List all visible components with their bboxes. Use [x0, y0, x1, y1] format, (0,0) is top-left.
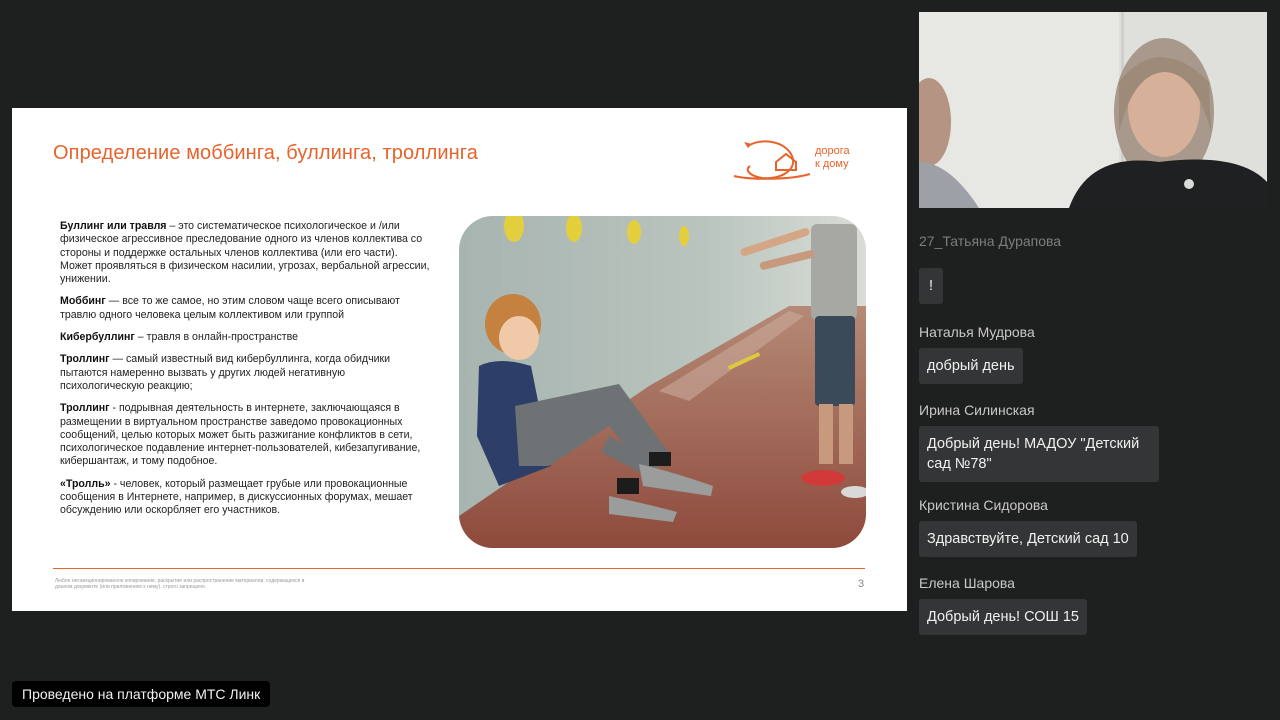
footer-divider — [53, 568, 865, 569]
chat-message: Добрый день! МАДОУ "Детский сад №78" — [919, 426, 1159, 482]
definition-term: Троллинг — [60, 402, 110, 415]
definition-text: – это систематическое психологическое и /или физическое агрессивное преследование одного из членов коллектива со стороны и поддержке остальных членов коллектива (или его части). Может проявляться в физическом насилии, угрозах, вербальной агрессии, унижении. — [60, 220, 430, 286]
presentation-slide — [12, 108, 907, 611]
definition-text: - подрывная деятельность в интернете, заключающаяся в размещении в виртуальном пространстве заведомо провокационных сообщений, целью которых может быть разжигание конфликтов в сети, психологическое подавление интернет-пользователей, кибезапугивание, кибершантаж, и тому подобное. — [60, 402, 421, 468]
definition-paragraph — [60, 478, 430, 518]
chat-message: Добрый день! СОШ 15 — [919, 599, 1087, 635]
definition-paragraph — [60, 331, 430, 344]
slide-body — [60, 220, 430, 527]
definition-term: «Тролль» — [60, 477, 111, 490]
bullying-photo — [459, 216, 866, 548]
definition-term: Моббинг — [60, 295, 106, 308]
definition-text: — все то же самое, но этим словом чаще всего описывают травлю одного человека целым коллективом или группой — [60, 295, 400, 321]
chat-panel — [919, 228, 1269, 635]
chat-author: Ирина Силинская — [919, 402, 1035, 418]
definition-paragraph — [60, 402, 430, 468]
definition-text: - человек, который размещает грубые или провокационные сообщения в Интернете, например, в дискуссионных форумах, мешает обсуждению или оскорбляет его участников. — [60, 477, 413, 517]
definition-paragraph — [60, 295, 430, 322]
chat-author: Елена Шарова — [919, 575, 1015, 591]
definition-paragraph — [60, 220, 430, 286]
chat-message: ! — [919, 268, 943, 304]
logo-text — [815, 145, 850, 171]
definition-text: — самый известный вид кибербуллинга, когда обидчики пытаются намеренно вызвать у других людей негативную психологическую реакцию; — [60, 353, 391, 392]
definition-text: – травля в онлайн-пространстве — [134, 331, 299, 344]
chat-author: 27_Татьяна Дурапова — [919, 233, 1062, 249]
footer-note: Любое несанкционированное копирование, раскрытие или распространение материалов, содержащихся в данном документе (или приложениях к нему), строго запрещено. — [55, 578, 305, 590]
chat-author: Кристина Сидорова — [919, 497, 1048, 513]
definition-term: Кибербуллинг — [60, 331, 135, 344]
speaker-video[interactable] — [919, 12, 1267, 208]
definition-term: Троллинг — [60, 353, 110, 366]
platform-badge[interactable]: Проведено на платформе МТС Линк — [12, 681, 270, 707]
definition-term: Буллинг или травля — [60, 220, 167, 232]
chat-message: Здравствуйте, Детский сад 10 — [919, 521, 1137, 557]
definition-paragraph — [60, 353, 430, 393]
chat-author: Наталья Мудрова — [919, 324, 1035, 340]
logo-line-2: к дому — [815, 158, 849, 170]
slide-title: Определение моббинга, буллинга, троллинга — [53, 142, 478, 164]
chat-message: добрый день — [919, 348, 1023, 384]
logo-line-1: дорога — [815, 145, 850, 157]
page-number: 3 — [858, 578, 865, 590]
